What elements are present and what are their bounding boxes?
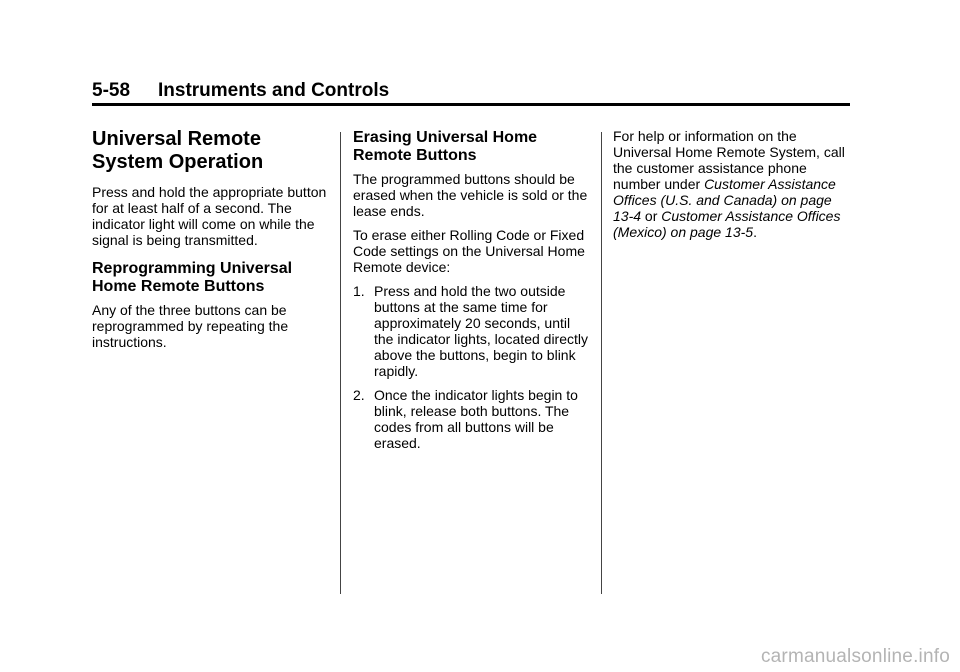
list-item: 2. Once the indicator lights begin to blink, release both buttons. The codes from all buttons will be erased.	[353, 387, 578, 451]
subsection-heading: Erasing Universal Home Remote Buttons	[353, 129, 538, 164]
column-1	[92, 128, 332, 358]
paragraph: To erase either Rolling Code or Fixed Code settings on the Universal Home Remote device:	[353, 227, 585, 275]
column-divider	[340, 132, 341, 594]
column-3	[613, 128, 851, 248]
page-number: 5-58	[92, 80, 131, 101]
cross-reference-link[interactable]: Customer Assistance Offices (Mexico) on page 13-5	[613, 208, 841, 240]
column-divider	[601, 132, 602, 594]
paragraph: The programmed buttons should be erased when the vehicle is sold or the lease ends.	[353, 171, 588, 219]
steps-list	[353, 283, 591, 451]
paragraph: For help or information on the Universal Home Remote System, call the customer assistance phone number under Customer Assistance Offices (U.S. and Canada) on page 13-4 or Customer Assistance Offices (Mexico) on page 13-5.	[613, 128, 845, 240]
list-item: 1. Press and hold the two outside buttons at the same time for approximately 20 seconds, until the indicator lights, located directly above the buttons, begin to blink rapidly.	[353, 283, 588, 379]
column-2	[353, 128, 591, 459]
header-rule	[92, 103, 850, 106]
page-header	[92, 80, 389, 102]
section-heading: Universal Remote System Operation	[92, 128, 264, 173]
paragraph: Any of the three buttons can be reprogrammed by repeating the instructions.	[92, 302, 289, 350]
paragraph: Press and hold the appropriate button for at least half of a second. The indicator light will come on while the signal is being transmitted.	[92, 184, 327, 248]
cross-reference-link[interactable]: Customer Assistance Offices (U.S. and Canada) on page 13-4	[613, 176, 836, 224]
subsection-heading: Reprogramming Universal Home Remote Buttons	[92, 260, 293, 295]
watermark: carmanualsonline.info	[760, 646, 950, 667]
section-title: Instruments and Controls	[158, 80, 390, 101]
